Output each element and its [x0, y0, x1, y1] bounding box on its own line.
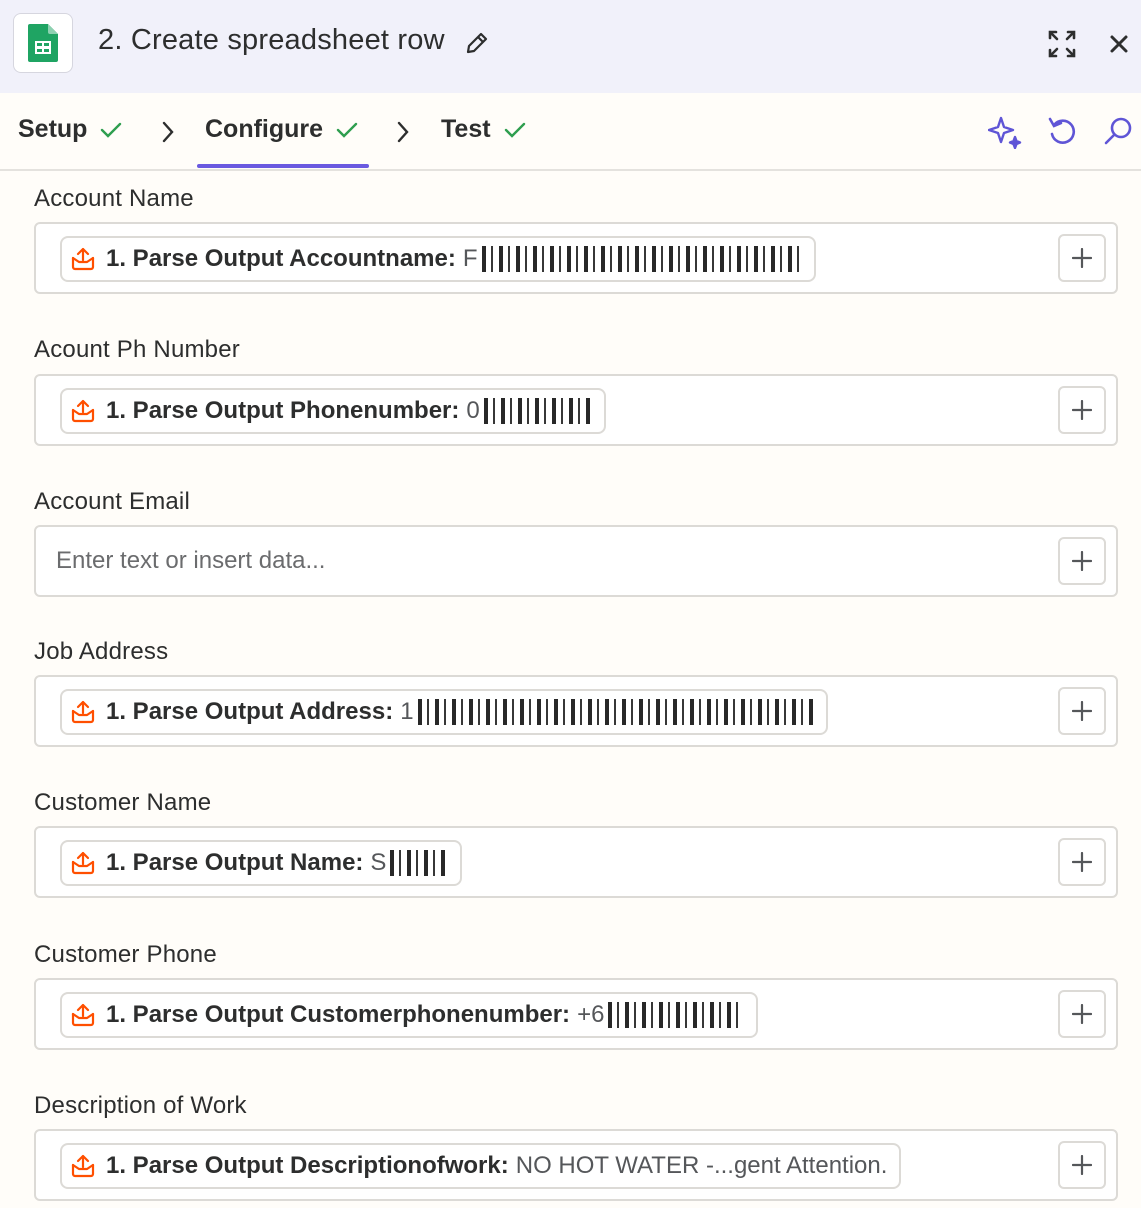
field-label-account-name: Account Name: [34, 185, 194, 212]
pill-value: 1: [400, 698, 414, 725]
customer-name-field[interactable]: [34, 826, 1118, 898]
pill-label: 1. Parse Output Customerphonenumber:: [106, 1001, 571, 1028]
field-label-account-email: Account Email: [34, 488, 190, 515]
expand-icon[interactable]: [1047, 29, 1077, 64]
customer-phone-field[interactable]: [34, 978, 1118, 1050]
pill-label: 1. Parse Output Address:: [106, 698, 394, 725]
redacted-value: [418, 699, 814, 725]
pill-value: NO HOT WATER -...gent Attention.: [515, 1152, 888, 1179]
export-icon: [70, 850, 96, 876]
plus-icon: [1072, 701, 1092, 721]
tab-setup-label: Setup: [18, 115, 88, 143]
data-pill[interactable]: [60, 992, 758, 1038]
description-of-work-field[interactable]: [34, 1129, 1118, 1201]
step-header: [0, 0, 1141, 93]
insert-data-button[interactable]: [1058, 234, 1106, 282]
insert-data-button[interactable]: [1058, 990, 1106, 1038]
export-icon: [70, 246, 96, 272]
plus-icon: [1072, 551, 1092, 571]
export-icon: [70, 699, 96, 725]
chevron-right-icon: [161, 121, 175, 143]
ai-sparkle-icon[interactable]: [988, 115, 1022, 154]
page-title: 2. Create spreadsheet row: [98, 24, 445, 56]
redacted-value: [484, 398, 592, 424]
field-label-description-of-work: Description of Work: [34, 1092, 247, 1119]
insert-data-button[interactable]: [1058, 838, 1106, 886]
insert-data-button[interactable]: [1058, 386, 1106, 434]
data-pill[interactable]: [60, 236, 816, 282]
plus-icon: [1072, 248, 1092, 268]
data-pill[interactable]: [60, 388, 606, 434]
job-address-field[interactable]: [34, 675, 1118, 747]
plus-icon: [1072, 852, 1092, 872]
export-icon: [70, 1153, 96, 1179]
plus-icon: [1072, 1004, 1092, 1024]
pill-value: +6: [577, 1001, 605, 1028]
pill-label: 1. Parse Output Phonenumber:: [106, 397, 460, 424]
insert-data-button[interactable]: [1058, 1141, 1106, 1189]
pill-label: 1. Parse Output Name:: [106, 849, 364, 876]
pill-value: S: [370, 849, 387, 876]
field-label-account-phone: Acount Ph Number: [34, 336, 240, 363]
step-tabs: [0, 93, 1141, 171]
account-name-field[interactable]: [34, 222, 1118, 294]
pill-value: F: [462, 245, 478, 272]
redacted-value: [482, 246, 802, 272]
tab-configure[interactable]: [205, 115, 359, 144]
undo-icon[interactable]: [1046, 115, 1078, 152]
export-icon: [70, 1002, 96, 1028]
field-label-customer-name: Customer Name: [34, 789, 212, 816]
plus-icon: [1072, 1155, 1092, 1175]
data-pill[interactable]: [60, 840, 462, 886]
field-label-job-address: Job Address: [34, 638, 169, 665]
check-icon: [335, 118, 359, 142]
account-phone-field[interactable]: [34, 374, 1118, 446]
redacted-value: [390, 850, 448, 876]
pill-label: 1. Parse Output Accountname:: [106, 245, 456, 272]
input-placeholder: Enter text or insert data...: [56, 547, 326, 574]
chevron-right-icon: [396, 121, 410, 143]
account-email-field[interactable]: [34, 525, 1118, 597]
search-icon[interactable]: [1102, 115, 1134, 152]
redacted-value: [608, 1002, 744, 1028]
insert-data-button[interactable]: [1058, 537, 1106, 585]
close-icon[interactable]: [1108, 33, 1130, 60]
check-icon: [503, 118, 527, 142]
data-pill[interactable]: [60, 1143, 901, 1189]
pill-value: 0: [466, 397, 480, 424]
data-pill[interactable]: [60, 689, 828, 735]
pencil-icon[interactable]: [464, 30, 490, 61]
field-label-customer-phone: Customer Phone: [34, 941, 217, 968]
plus-icon: [1072, 400, 1092, 420]
google-sheets-icon: [13, 13, 73, 73]
tab-test[interactable]: [441, 115, 527, 144]
insert-data-button[interactable]: [1058, 687, 1106, 735]
active-tab-indicator: [197, 164, 369, 168]
pill-label: 1. Parse Output Descriptionofwork:: [106, 1152, 509, 1179]
tab-setup[interactable]: [18, 115, 123, 144]
check-icon: [99, 118, 123, 142]
tab-test-label: Test: [441, 115, 491, 143]
tab-configure-label: Configure: [205, 115, 324, 143]
export-icon: [70, 398, 96, 424]
